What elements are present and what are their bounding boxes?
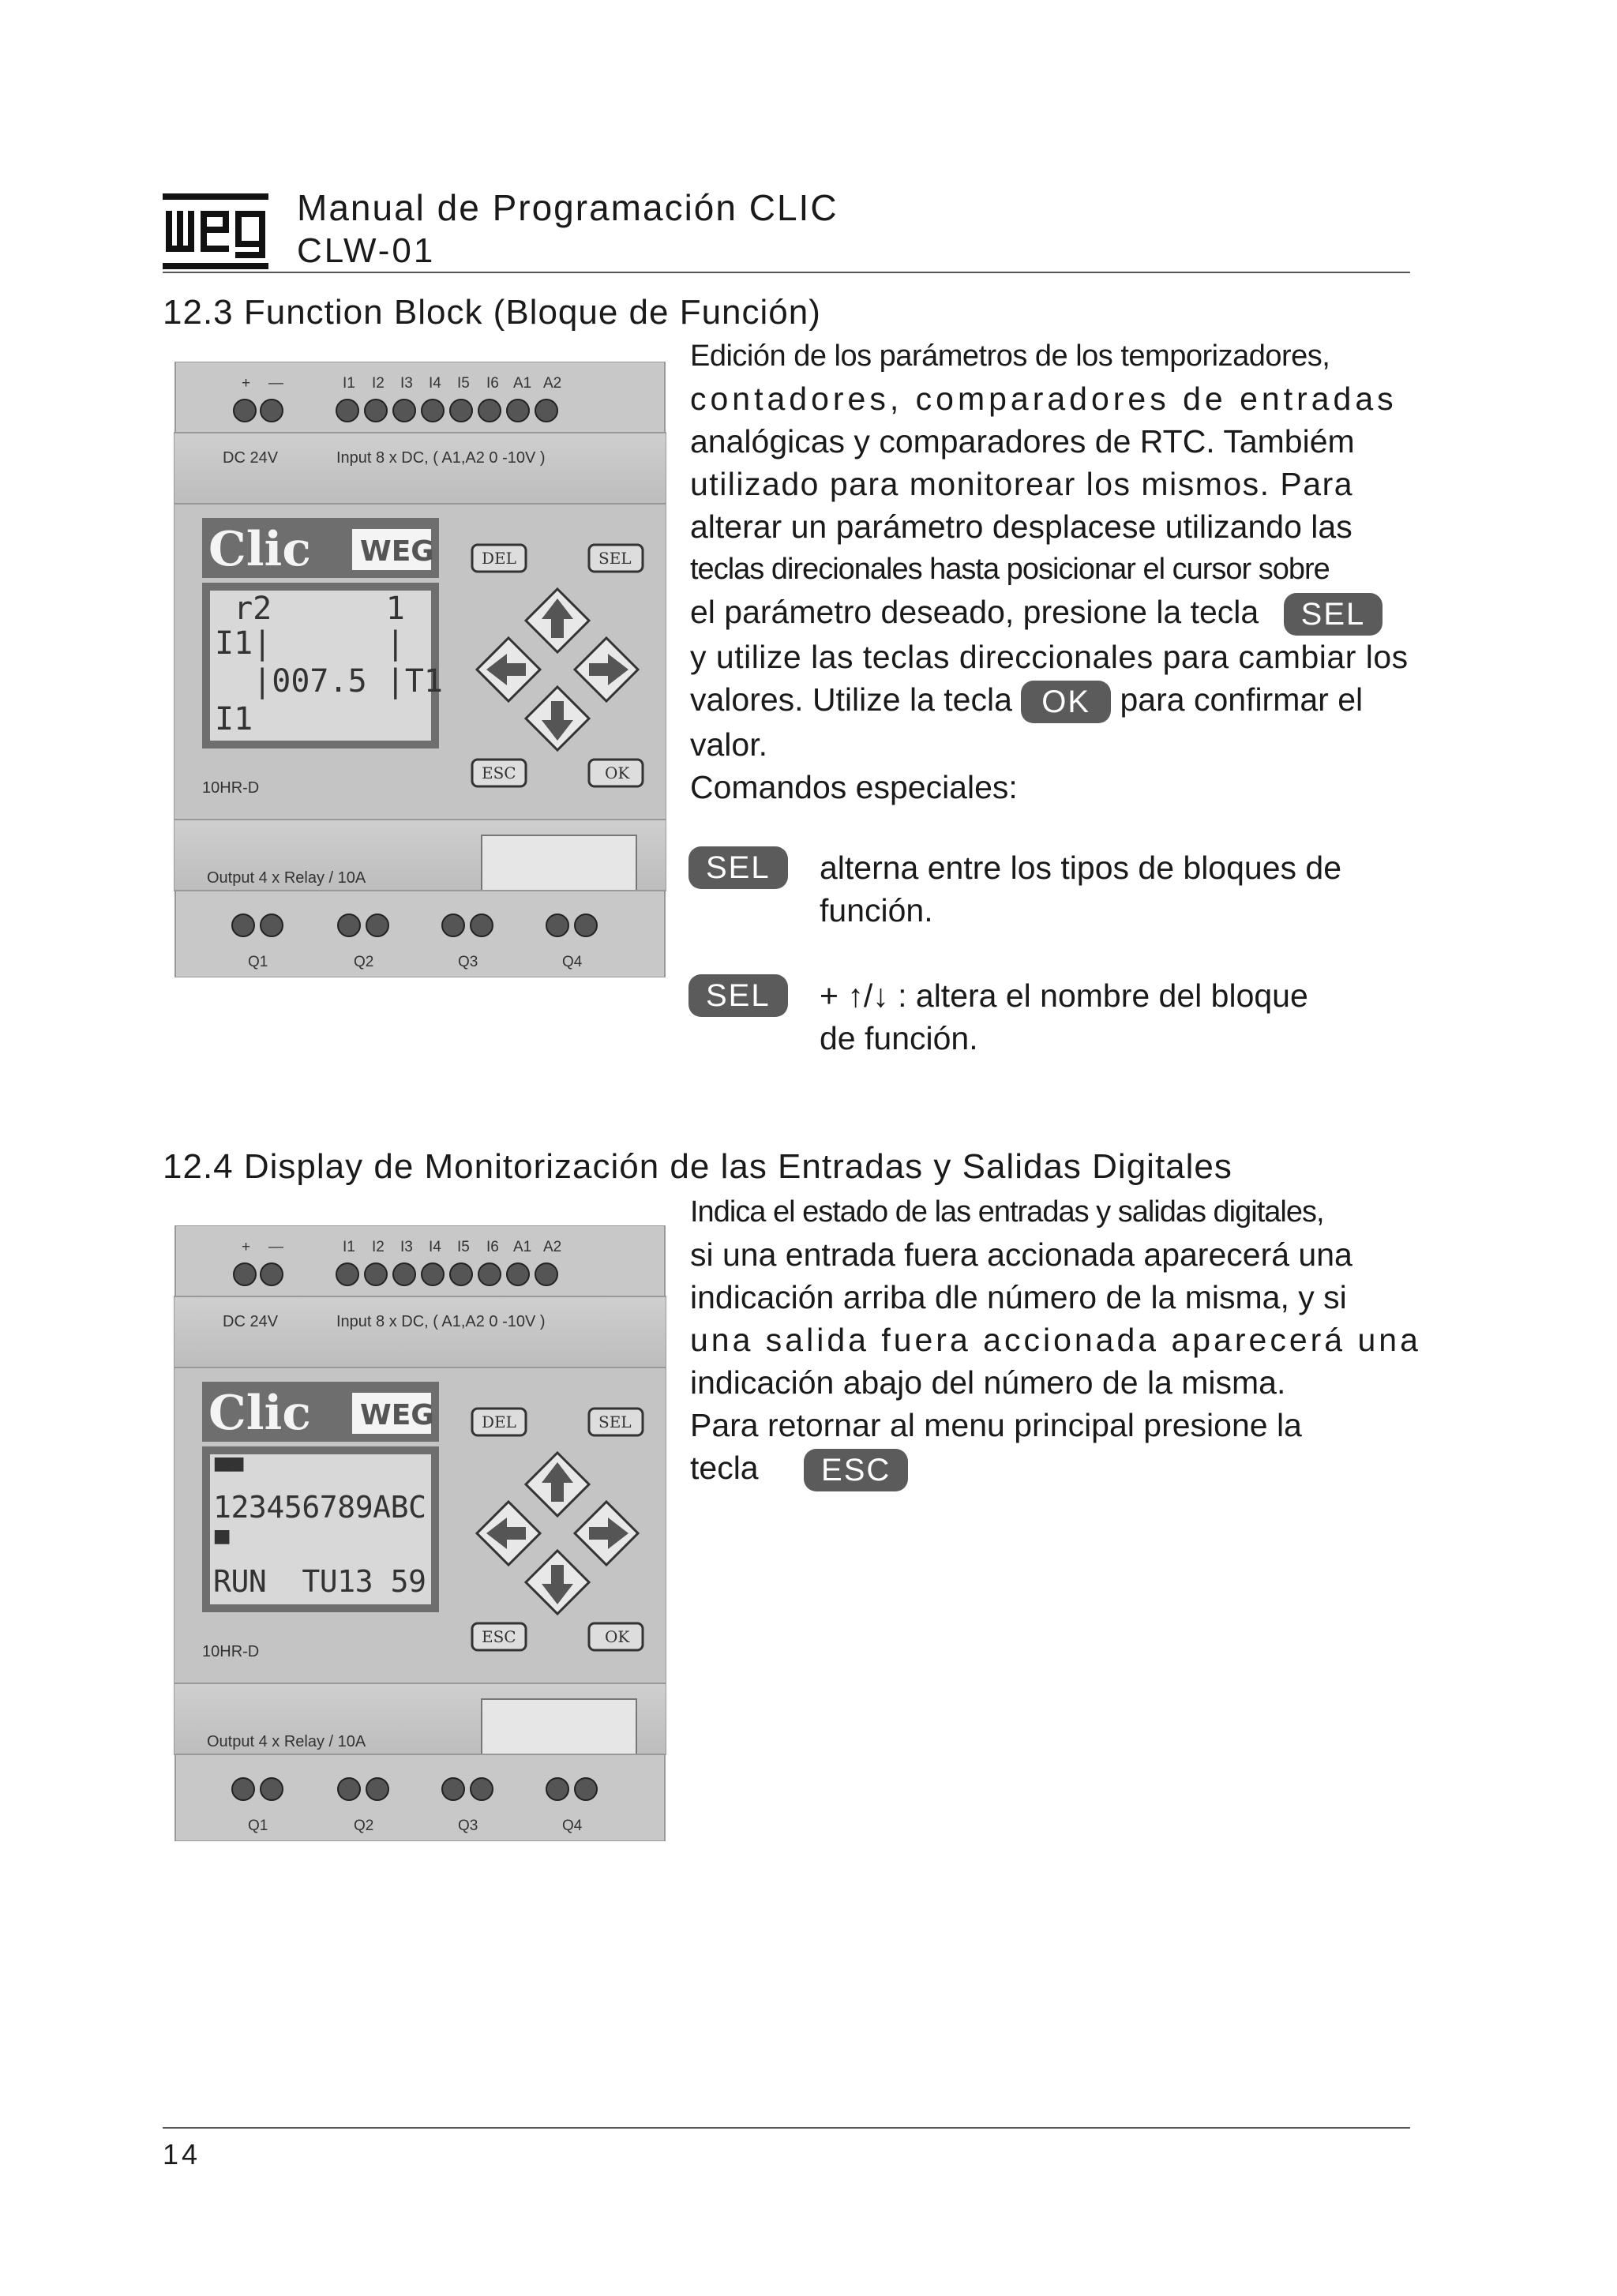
clic-plc-photo-function-block (174, 362, 666, 977)
terminal-label: I3 (400, 1239, 413, 1255)
del-button-label: DEL (482, 549, 516, 568)
command-text: + ↑/↓ : altera el nombre del bloque (820, 977, 1308, 1014)
terminal-label: A2 (543, 375, 562, 392)
terminal-label: I5 (457, 1239, 470, 1255)
section-heading-io-monitor: 12.4 Display de Monitorización de las Entradas y Salidas Digitales (163, 1147, 1232, 1186)
terminal-label: I6 (486, 375, 499, 392)
output-label: Output 4 x Relay / 10A (207, 1733, 366, 1750)
command-text: alterna entre los tipos de bloques de (820, 850, 1342, 886)
document-subtitle: CLW-01 (297, 231, 436, 270)
weg-logo (163, 193, 268, 269)
para-line: teclas direcionales hasta posicionar el cursor sobre (690, 553, 1330, 586)
terminal-label: — (268, 375, 283, 392)
output-label: Output 4 x Relay / 10A (207, 869, 366, 887)
terminal-label: A1 (513, 1239, 532, 1255)
terminal-label: I2 (372, 375, 385, 392)
lcd-line: 123456789ABC (213, 1490, 426, 1525)
sel-key-badge: SEL (1284, 593, 1383, 636)
para-line: Comandos especiales: (690, 769, 1018, 806)
para-text: el parámetro deseado, presione la tecla (690, 594, 1259, 630)
esc-button-label: ESC (482, 763, 516, 782)
para-line: indicación arriba dle número de la misma, y si (690, 1279, 1347, 1315)
model-label: 10HR-D (202, 779, 260, 797)
brand-logo: WEG (360, 535, 434, 568)
para-line: valor. (690, 726, 767, 763)
section-heading-function-block: 12.3 Function Block (Bloque de Función) (163, 293, 821, 332)
para-line-with-key (690, 591, 1416, 636)
header-rule (163, 272, 1410, 273)
ok-button-label: OK (605, 1627, 630, 1646)
terminal-label: I1 (343, 375, 355, 392)
output-label-q: Q4 (562, 1818, 583, 1834)
output-window (482, 835, 636, 892)
model-label: 10HR-D (202, 1643, 260, 1660)
ok-key-badge: OK (1021, 681, 1111, 723)
ok-button-label: OK (605, 763, 630, 782)
sel-button-label: SEL (598, 1412, 632, 1431)
footer-rule (163, 2127, 1410, 2129)
lcd-line: r2 1 (215, 591, 405, 627)
terminal-label: A1 (513, 375, 532, 392)
brand-name: Clic (208, 522, 311, 577)
sel-key-badge: SEL (688, 974, 788, 1017)
para-line: indicación abajo del número de la misma. (690, 1364, 1286, 1401)
section2-paragraph (690, 1191, 1421, 1491)
lcd-line: I1| | (215, 625, 405, 662)
terminal-label: I3 (400, 375, 413, 392)
para-line: utilizado para monitorear los mismos. Para (690, 466, 1354, 502)
section1-paragraph (690, 335, 1416, 808)
lcd-line: ▀▀ (215, 1458, 244, 1486)
lcd-line: ▀ (215, 1531, 230, 1559)
terminal-label: I5 (457, 375, 470, 392)
para-line: una salida fuera accionada aparecerá una (690, 1322, 1421, 1358)
power-label: DC 24V (223, 1313, 279, 1330)
del-button-label: DEL (482, 1412, 516, 1431)
document-title: Manual de Programación CLIC (297, 187, 839, 228)
para-text: valores. Utilize la tecla (690, 681, 1012, 718)
output-label-q: Q4 (562, 954, 583, 970)
command-text: función. (820, 892, 933, 929)
terminal-label: I6 (486, 1239, 499, 1255)
command-description (820, 846, 1420, 932)
para-line-with-key (690, 678, 1416, 723)
para-line: si una entrada fuera accionada aparecerá una (690, 1236, 1353, 1273)
sel-button-label: SEL (598, 549, 632, 568)
terminal-label: + (242, 1239, 251, 1255)
output-label-q: Q2 (354, 1818, 374, 1834)
esc-key-badge: ESC (804, 1449, 908, 1491)
lcd-line: I1 (215, 701, 386, 737)
esc-button-label: ESC (482, 1627, 516, 1646)
input-label: Input 8 x DC, ( A1,A2 0 -10V ) (336, 1313, 546, 1330)
input-label: Input 8 x DC, ( A1,A2 0 -10V ) (336, 449, 546, 467)
output-label-q: Q3 (458, 954, 478, 970)
output-window (482, 1699, 636, 1756)
para-line: Para retornar al menu principal presione la (690, 1407, 1302, 1443)
para-line: y utilize las teclas direccionales para cambiar los (690, 639, 1409, 676)
lcd-line: |007.5 |T1 (215, 663, 443, 700)
terminal-label: I4 (429, 375, 441, 392)
para-line: Indica el estado de las entradas y salidas digitales, (690, 1195, 1324, 1229)
sel-key-badge: SEL (688, 846, 788, 889)
para-line: alterar un parámetro desplacese utilizando las (690, 508, 1353, 545)
page-number: 14 (163, 2138, 201, 2170)
output-label-q: Q1 (248, 1818, 268, 1834)
para-line-with-key (690, 1446, 1416, 1491)
para-text: tecla (690, 1450, 759, 1486)
terminal-label: I1 (343, 1239, 355, 1255)
brand-name: Clic (208, 1386, 311, 1441)
output-label-q: Q3 (458, 1818, 478, 1834)
output-label-q: Q2 (354, 954, 374, 970)
terminal-label: — (268, 1239, 283, 1255)
para-line: analógicas y comparadores de RTC. Tambiém (690, 423, 1355, 460)
terminal-label: A2 (543, 1239, 562, 1255)
para-line: contadores, comparadores de entradas (690, 381, 1398, 417)
command-description (820, 974, 1420, 1060)
terminal-label: I2 (372, 1239, 385, 1255)
terminal-label: + (242, 375, 251, 392)
brand-logo: WEG (360, 1399, 434, 1431)
clic-plc-photo-io-monitor (174, 1225, 666, 1841)
para-line: Edición de los parámetros de los temporizadores, (690, 340, 1330, 373)
output-label-q: Q1 (248, 954, 268, 970)
power-label: DC 24V (223, 449, 279, 467)
command-text: de función. (820, 1020, 978, 1056)
terminal-label: I4 (429, 1239, 441, 1255)
para-text: para confirmar el (1120, 681, 1364, 718)
lcd-line: RUN TU13 59 (213, 1564, 426, 1599)
